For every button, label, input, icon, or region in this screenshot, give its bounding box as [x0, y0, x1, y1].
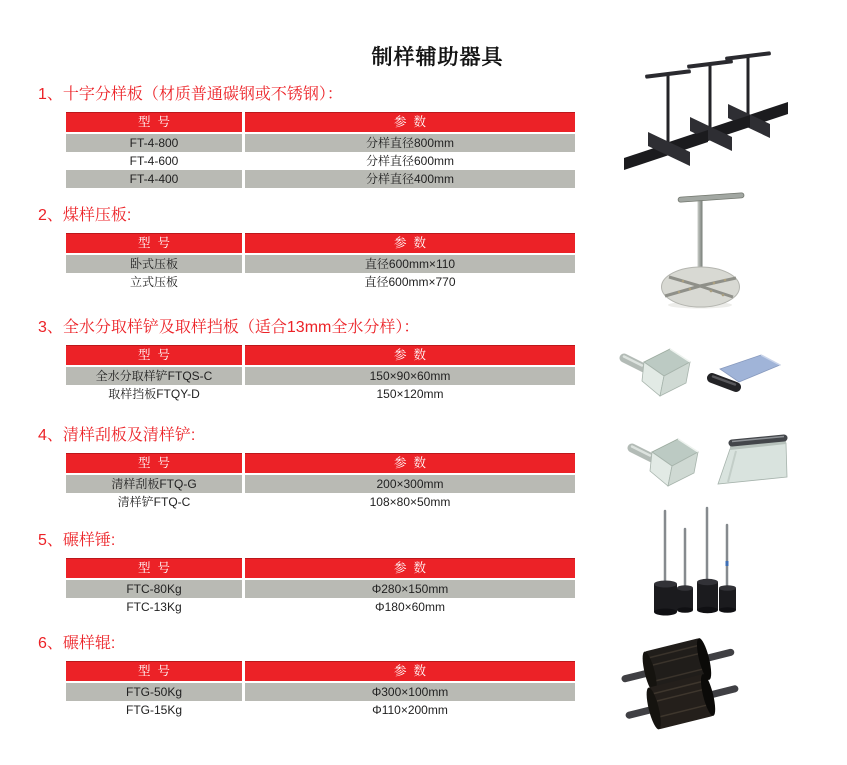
param-cell: 分样直径400mm — [245, 170, 575, 188]
model-cell: FTG-15Kg — [125, 703, 182, 717]
spec-table — [66, 558, 575, 616]
moisture-sampling-scoop-and-baffle-photo — [608, 336, 788, 404]
spec-table — [66, 233, 575, 291]
param-cell: 直径600mm×110 — [245, 255, 575, 273]
model-cell: FTC-80Kg — [66, 580, 242, 598]
column-header-param: 参 数 — [245, 453, 575, 473]
param-cell: 150×120mm — [376, 387, 444, 401]
section-crushing-hammer — [38, 531, 583, 616]
section-cross-divider — [38, 85, 583, 188]
section-heading: 3、全水分取样铲及取样挡板（适合13mm全水分样）： — [38, 319, 420, 336]
column-header-model: 型 号 — [66, 233, 242, 253]
param-cell: 108×80×50mm — [369, 495, 451, 509]
table-header-row — [66, 345, 575, 365]
vertical-press-plate-photo — [642, 188, 760, 312]
sample-crushing-hammers-photo — [648, 503, 744, 621]
model-cell: 清样铲FTQ-C — [117, 495, 191, 509]
param-cell: 分样直径800mm — [245, 134, 575, 152]
table-row — [66, 170, 575, 188]
table-row — [66, 367, 575, 385]
section-moisture-scoop — [38, 318, 583, 403]
column-header-param: 参 数 — [245, 558, 575, 578]
section-heading: 6、碾样辊: — [38, 635, 116, 652]
column-header-param: 参 数 — [245, 661, 575, 681]
table-header-row — [66, 558, 575, 578]
model-cell: FT-4-600 — [129, 154, 179, 168]
section-heading: 5、碾样锤: — [38, 532, 116, 549]
param-cell: Φ280×150mm — [245, 580, 575, 598]
table-row — [66, 273, 575, 291]
model-cell: 立式压板 — [129, 275, 178, 289]
section-press-plate — [38, 206, 583, 291]
model-cell: FTC-13Kg — [126, 600, 182, 614]
cleaning-scraper-and-shovel-photo — [610, 424, 792, 494]
spec-table — [66, 112, 575, 188]
model-cell: 全水分取样铲FTQS-C — [66, 367, 242, 385]
table-row — [66, 598, 575, 616]
column-header-model: 型 号 — [66, 453, 242, 473]
page-title: 制样辅助器具 — [371, 46, 504, 69]
column-header-model: 型 号 — [66, 345, 242, 365]
table-header-row — [66, 233, 575, 253]
table-row — [66, 475, 575, 493]
param-cell: 直径600mm×770 — [364, 275, 456, 289]
table-row — [66, 134, 575, 152]
param-cell: 200×300mm — [245, 475, 575, 493]
section-heading: 1、十字分样板（材质普通碳钢或不锈钢）： — [38, 86, 343, 103]
cross-sample-divider-plates-photo — [620, 50, 790, 185]
column-header-model: 型 号 — [66, 558, 242, 578]
param-cell: Φ300×100mm — [245, 683, 575, 701]
model-cell: 卧式压板 — [66, 255, 242, 273]
param-cell: Φ180×60mm — [375, 600, 445, 614]
table-row — [66, 580, 575, 598]
sample-crushing-rollers-photo — [612, 636, 744, 734]
table-row — [66, 701, 575, 719]
table-header-row — [66, 112, 575, 132]
spec-table — [66, 453, 575, 511]
model-cell: FT-4-800 — [66, 134, 242, 152]
table-row — [66, 683, 575, 701]
model-cell: FT-4-400 — [66, 170, 242, 188]
table-row — [66, 255, 575, 273]
table-row — [66, 385, 575, 403]
section-heading: 4、清样刮板及清样铲: — [38, 427, 196, 444]
table-header-row — [66, 453, 575, 473]
param-cell: 分样直径600mm — [365, 154, 454, 168]
column-header-model: 型 号 — [66, 112, 242, 132]
spec-table — [66, 345, 575, 403]
param-cell: Φ110×200mm — [372, 703, 448, 717]
model-cell: 取样挡板FTQY-D — [108, 387, 200, 401]
section-heading: 2、煤样压板: — [38, 207, 132, 224]
param-cell: 150×90×60mm — [245, 367, 575, 385]
column-header-param: 参 数 — [245, 112, 575, 132]
spec-table — [66, 661, 575, 719]
column-header-model: 型 号 — [66, 661, 242, 681]
section-cleaning-scraper — [38, 426, 583, 511]
table-row — [66, 152, 575, 170]
column-header-param: 参 数 — [245, 345, 575, 365]
model-cell: 清样刮板FTQ-G — [66, 475, 242, 493]
column-header-param: 参 数 — [245, 233, 575, 253]
table-header-row — [66, 661, 575, 681]
model-cell: FTG-50Kg — [66, 683, 242, 701]
section-crushing-roller — [38, 634, 583, 719]
table-row — [66, 493, 575, 511]
